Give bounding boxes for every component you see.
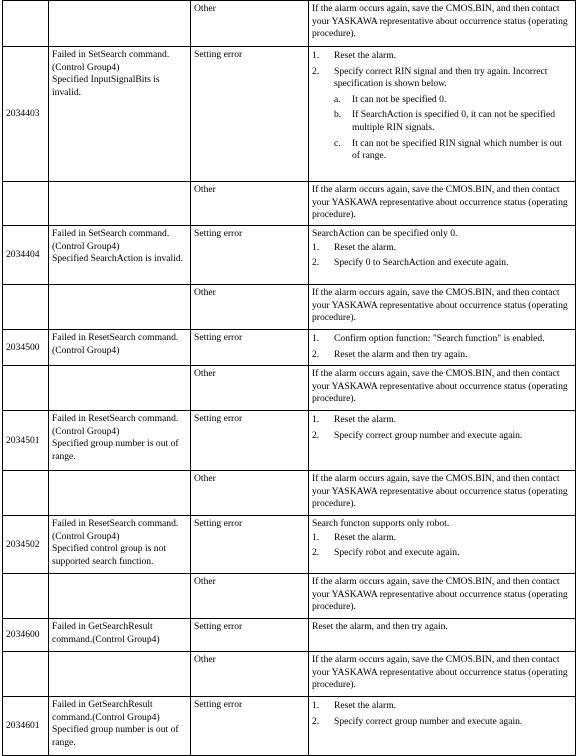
remedy-cell xyxy=(309,619,576,652)
table-row xyxy=(3,1,576,47)
remedy-text: If the alarm occurs again, save the CMOS.BIN, and then contact your YASKAWA representative about occurrence status (operating procedure). xyxy=(312,184,568,221)
alarm-description-cell xyxy=(49,516,191,574)
substep-letter: b. xyxy=(334,109,342,121)
alarm-description-cell xyxy=(49,697,191,756)
subcode-label: Other xyxy=(194,184,216,195)
description-line: Failed in GetSearchResult command.(Control Group4) xyxy=(52,621,160,645)
remedy-text: If the alarm occurs again, save the CMOS.BIN, and then contact your YASKAWA representative about occurrence status (operating procedure). xyxy=(312,576,568,613)
alarm-description-cell xyxy=(49,330,191,366)
table-row xyxy=(3,47,576,182)
alarm-description-cell xyxy=(49,471,191,516)
subcode-label: Other xyxy=(194,3,216,14)
step-number: 1. xyxy=(312,333,320,344)
subcode-label: Setting error xyxy=(194,332,243,343)
substep-letter: a. xyxy=(334,93,341,105)
remedy-text: If the alarm occurs again, save the CMOS.BIN, and then contact your YASKAWA representative about occurrence status (operating procedure). xyxy=(312,654,568,691)
alarm-description-cell xyxy=(49,619,191,652)
description-line: Failed in SetSearch command. (Control Group4) xyxy=(52,228,170,252)
remedy-step xyxy=(312,66,572,91)
alarm-description-cell xyxy=(49,411,191,471)
subcode-cell xyxy=(191,47,309,182)
table-row xyxy=(3,226,576,285)
remedy-step xyxy=(312,532,572,545)
table-row xyxy=(3,652,576,697)
step-number: 1. xyxy=(312,50,320,61)
step-number: 2. xyxy=(312,715,320,727)
remedy-cell xyxy=(309,366,576,411)
step-text: Reset the alarm. xyxy=(334,700,397,712)
remedy-step xyxy=(312,414,572,427)
step-text: Specify robot and execute again. xyxy=(334,547,460,559)
remedy-step xyxy=(312,700,572,713)
subcode-label: Setting error xyxy=(194,699,243,711)
alarm-description-cell xyxy=(49,574,191,619)
remedy-step xyxy=(312,349,572,362)
step-number: 1. xyxy=(312,700,320,712)
alarm-code-cell xyxy=(3,574,49,619)
remedy-substep xyxy=(312,138,572,163)
remedy-text: If the alarm occurs again, save the CMOS.BIN, and then contact your YASKAWA representative about occurrence status (operating procedure). xyxy=(312,473,568,510)
subcode-label: Setting error xyxy=(194,413,243,425)
alarm-code-cell xyxy=(3,182,49,226)
table-row xyxy=(3,285,576,330)
table-row xyxy=(3,619,576,652)
alarm-code: 2034500 xyxy=(6,341,40,353)
table-row xyxy=(3,516,576,574)
remedy-cell xyxy=(309,226,576,285)
subcode-cell xyxy=(191,1,309,47)
remedy-intro: SearchAction can be specified only 0. xyxy=(312,228,458,239)
step-number: 1. xyxy=(312,241,320,253)
remedy-cell xyxy=(309,652,576,697)
alarm-code-cell xyxy=(3,47,49,182)
remedy-step xyxy=(312,430,572,443)
step-number: 2. xyxy=(312,65,320,77)
alarm-table-body xyxy=(3,1,576,756)
subcode-label: Other xyxy=(194,654,216,666)
alarm-code-cell xyxy=(3,411,49,471)
remedy-step xyxy=(312,333,572,346)
remedy-step xyxy=(312,547,572,560)
description-line: Failed in GetSearchResult command.(Control Group4) xyxy=(52,699,160,723)
remedy-cell xyxy=(309,471,576,516)
description-line: Failed in SetSearch command. (Control Group4) xyxy=(52,49,170,73)
alarm-code-cell xyxy=(3,652,49,697)
remedy-cell xyxy=(309,516,576,574)
alarm-code-cell xyxy=(3,619,49,652)
remedy-step xyxy=(312,242,572,255)
description-line: Failed in ResetSearch command. (Control Group4) xyxy=(52,518,179,542)
subcode-cell xyxy=(191,574,309,619)
alarm-description-cell xyxy=(49,182,191,226)
remedy-text: Reset the alarm, and then try again. xyxy=(312,621,448,633)
description-line: Specified SearchAction is invalid. xyxy=(52,253,184,265)
alarm-code-cell xyxy=(3,366,49,411)
remedy-text: If the alarm occurs again, save the CMOS.BIN, and then contact your YASKAWA representative about occurrence status (operating procedure). xyxy=(312,368,568,405)
step-number: 2. xyxy=(312,547,320,559)
alarm-code: 2034600 xyxy=(6,629,40,641)
subcode-cell xyxy=(191,411,309,471)
remedy-text: If the alarm occurs again, save the CMOS.BIN, and then contact your YASKAWA representative about occurrence status (operating procedure). xyxy=(312,3,568,40)
subcode-label: Other xyxy=(194,287,216,298)
step-text: Reset the alarm and then try again. xyxy=(334,348,468,360)
subcode-cell xyxy=(191,330,309,366)
step-number: 1. xyxy=(312,531,320,543)
alarm-description-cell xyxy=(49,366,191,411)
substep-text: It can not be specified 0. xyxy=(352,93,447,105)
alarm-code: 2034501 xyxy=(6,434,40,446)
step-text: Confirm option function: "Search function" is enabled. xyxy=(334,333,545,344)
subcode-cell xyxy=(191,182,309,226)
remedy-step xyxy=(312,257,572,270)
table-row xyxy=(3,366,576,411)
alarm-code-cell xyxy=(3,1,49,47)
subcode-label: Other xyxy=(194,473,216,485)
description-line: Specified control group is not supported search function. xyxy=(52,543,167,567)
subcode-label: Setting error xyxy=(194,518,243,530)
step-text: Specify correct group number and execute again. xyxy=(334,715,523,727)
step-text: Specify correct group number and execute again. xyxy=(334,429,523,441)
substep-text: If SearchAction is specified 0, it can not be specified multiple RIN signals. xyxy=(352,109,555,133)
alarm-description-cell xyxy=(49,47,191,182)
substep-letter: c. xyxy=(334,137,341,149)
remedy-step xyxy=(312,716,572,729)
alarm-code: 2034403 xyxy=(6,108,40,120)
step-number: 2. xyxy=(312,257,320,269)
alarm-code-cell xyxy=(3,226,49,285)
table-row xyxy=(3,330,576,366)
subcode-cell xyxy=(191,471,309,516)
step-text: Specify correct RIN signal and then try again. Incorrect specification is shown below. xyxy=(334,65,548,90)
alarm-code-cell xyxy=(3,471,49,516)
alarm-description-cell xyxy=(49,285,191,330)
alarm-code-cell xyxy=(3,516,49,574)
alarm-code: 2034404 xyxy=(6,249,40,261)
substep-text: It can not be specified RIN signal which number is out of range. xyxy=(352,137,562,162)
table-row xyxy=(3,574,576,619)
remedy-substep xyxy=(312,94,572,107)
remedy-cell xyxy=(309,1,576,47)
table-row xyxy=(3,182,576,226)
description-line: Failed in ResetSearch command. (Control Group4) xyxy=(52,332,179,356)
alarm-code: 2034502 xyxy=(6,538,40,550)
remedy-cell xyxy=(309,697,576,756)
step-text: Reset the alarm. xyxy=(334,50,397,61)
alarm-code-cell xyxy=(3,330,49,366)
description-line: Failed in ResetSearch command. (Control Group4) xyxy=(52,413,179,437)
alarm-description-cell xyxy=(49,226,191,285)
alarm-code: 2034601 xyxy=(6,720,40,732)
step-text: Reset the alarm. xyxy=(334,531,397,543)
remedy-cell xyxy=(309,411,576,471)
step-text: Reset the alarm. xyxy=(334,241,397,253)
subcode-cell xyxy=(191,619,309,652)
description-line: Specified group number is out of range. xyxy=(52,438,179,462)
alarm-table xyxy=(2,0,576,756)
subcode-cell xyxy=(191,697,309,756)
table-row xyxy=(3,697,576,756)
description-line: Specified group number is out of range. xyxy=(52,724,179,748)
step-number: 2. xyxy=(312,348,320,360)
step-text: Specify 0 to SearchAction and execute again. xyxy=(334,257,509,269)
remedy-substep xyxy=(312,109,572,134)
subcode-cell xyxy=(191,652,309,697)
remedy-cell xyxy=(309,330,576,366)
step-text: Reset the alarm. xyxy=(334,414,397,426)
step-number: 2. xyxy=(312,429,320,441)
remedy-cell xyxy=(309,574,576,619)
alarm-code-cell xyxy=(3,697,49,756)
subcode-label: Setting error xyxy=(194,621,243,633)
subcode-label: Other xyxy=(194,368,216,380)
subcode-cell xyxy=(191,226,309,285)
subcode-cell xyxy=(191,366,309,411)
remedy-intro: Search functon supports only robot. xyxy=(312,518,450,530)
table-row xyxy=(3,411,576,471)
alarm-description-cell xyxy=(49,652,191,697)
remedy-text: If the alarm occurs again, save the CMOS.BIN, and then contact your YASKAWA representative about occurrence status (operating procedure). xyxy=(312,287,568,324)
remedy-cell xyxy=(309,182,576,226)
step-number: 1. xyxy=(312,414,320,426)
subcode-label: Other xyxy=(194,576,216,588)
remedy-cell xyxy=(309,285,576,330)
subcode-label: Setting error xyxy=(194,49,243,60)
remedy-cell xyxy=(309,47,576,182)
subcode-cell xyxy=(191,516,309,574)
table-row xyxy=(3,471,576,516)
alarm-description-cell xyxy=(49,1,191,47)
description-line: Specified InputSignalBits is invalid. xyxy=(52,74,160,98)
subcode-label: Setting error xyxy=(194,228,243,239)
remedy-step xyxy=(312,50,572,63)
alarm-code-cell xyxy=(3,285,49,330)
subcode-cell xyxy=(191,285,309,330)
